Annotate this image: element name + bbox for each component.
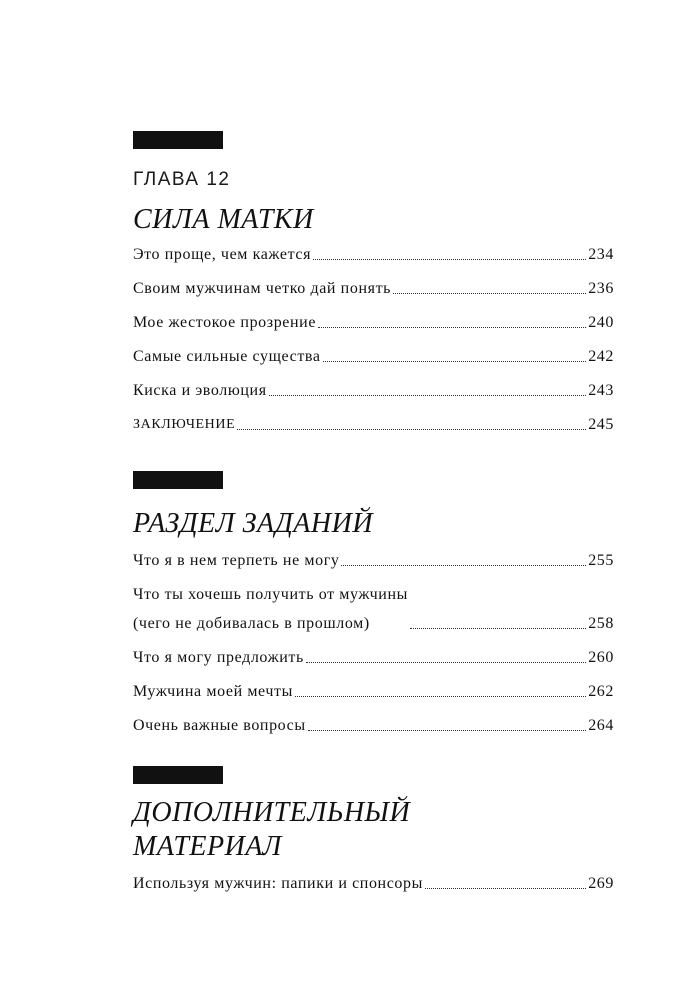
toc-entry-page: 243 — [588, 382, 614, 399]
section-title-line1: ДОПОЛНИТЕЛЬНЫЙ — [133, 797, 411, 828]
toc-entry-title: Мое жестокое прозрение — [133, 314, 317, 331]
toc-entry-title: ЗАКЛЮЧЕНИЕ — [133, 417, 236, 432]
toc-entry-title: Самые сильные существа — [133, 348, 321, 365]
section-marker-bar — [133, 766, 223, 784]
toc-entry[interactable] — [133, 716, 614, 736]
toc-entry[interactable] — [133, 245, 614, 265]
toc-entry[interactable] — [133, 648, 614, 668]
toc-entry-page: 236 — [588, 280, 614, 297]
dot-leader — [323, 361, 587, 362]
chapter-label: ГЛАВА 12 — [133, 169, 231, 190]
toc-entry[interactable] — [133, 347, 614, 367]
dot-leader — [341, 565, 586, 566]
toc-entry-page: 245 — [588, 416, 614, 433]
extra-material-section — [133, 766, 614, 908]
toc-entry[interactable] — [133, 585, 614, 634]
toc-entry-title-line2: (чего не добивалась в прошлом) — [133, 615, 370, 632]
dot-leader — [269, 395, 587, 396]
dot-leader — [308, 730, 586, 731]
toc-entry-title: Что я в нем терпеть не могу — [133, 552, 340, 569]
toc-entry-page: 255 — [588, 552, 614, 569]
toc-entry-page: 234 — [588, 246, 614, 263]
toc-entry-title — [133, 585, 408, 634]
toc-entry[interactable] — [133, 415, 614, 435]
toc-entry-title: Используя мужчин: папики и спонсоры — [133, 875, 423, 892]
chapter-title: СИЛА МАТКИ — [133, 204, 314, 235]
dot-leader — [295, 696, 586, 697]
toc-list — [133, 245, 614, 435]
toc-list — [133, 551, 614, 736]
toc-entry-page: 260 — [588, 649, 614, 666]
toc-list — [133, 874, 614, 894]
toc-entry-title: Что я могу предложить — [133, 649, 304, 666]
toc-entry[interactable] — [133, 551, 614, 571]
toc-entry[interactable] — [133, 381, 614, 401]
section-title — [133, 796, 614, 864]
dot-leader — [237, 429, 586, 430]
dot-leader — [393, 293, 586, 294]
toc-entry-title: Мужчина моей мечты — [133, 683, 293, 700]
toc-entry-page: 240 — [588, 314, 614, 331]
toc-entry-title: Это проще, чем кажется — [133, 246, 312, 263]
toc-entry[interactable] — [133, 682, 614, 702]
toc-entry-page: 242 — [588, 348, 614, 365]
toc-entry-page: 258 — [588, 615, 614, 632]
dot-leader — [318, 327, 586, 328]
section-title-line2: МАТЕРИАЛ — [133, 831, 282, 862]
toc-entry-title: Очень важные вопросы — [133, 717, 306, 734]
dot-leader — [313, 259, 586, 260]
tasks-section — [133, 471, 614, 750]
dot-leader — [410, 628, 586, 629]
toc-entry[interactable] — [133, 279, 614, 299]
toc-entry-page: 262 — [588, 683, 614, 700]
toc-entry-page: 269 — [588, 875, 614, 892]
toc-entry-page: 264 — [588, 717, 614, 734]
toc-entry[interactable] — [133, 313, 614, 333]
toc-entry-title-line1: Что ты хочешь получить от мужчины — [133, 586, 408, 603]
toc-entry[interactable] — [133, 874, 614, 894]
dot-leader — [425, 888, 586, 889]
section-title: РАЗДЕЛ ЗАДАНИЙ — [133, 508, 374, 539]
toc-entry-title: Своим мужчинам четко дай понять — [133, 280, 392, 297]
chapter-12-section — [133, 131, 614, 449]
dot-leader — [306, 662, 586, 663]
section-marker-bar — [133, 131, 223, 149]
section-marker-bar — [133, 471, 223, 489]
toc-entry-title: Киска и эволюция — [133, 382, 267, 399]
